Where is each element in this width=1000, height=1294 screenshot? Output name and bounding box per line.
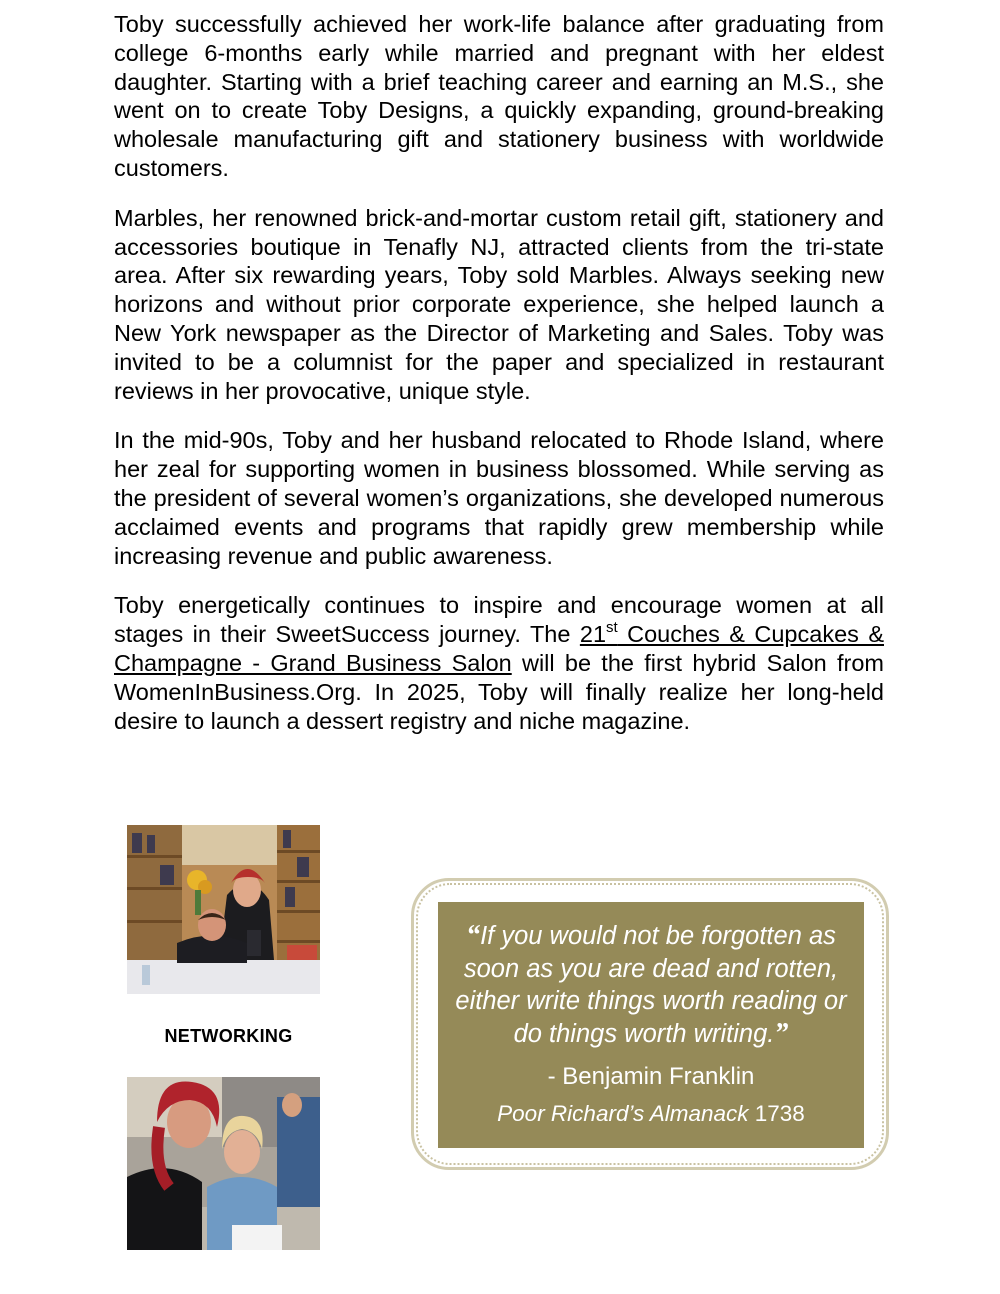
quote-source bbox=[438, 1101, 864, 1127]
networking-photo-kitchen bbox=[127, 1077, 320, 1250]
quote-box bbox=[438, 902, 864, 1148]
paragraph-3: In the mid-90s, Toby and her husband relocated to Rhode Island, where her zeal for supporting women in business blossomed. While serving as the president of several women’s organizations, she developed numerous acclaimed events and programs that rapidly grew membership while increasing revenue and public awareness. bbox=[114, 427, 884, 569]
quote-close-mark: ” bbox=[774, 1017, 789, 1049]
paragraph-4-rest: will be the first hybrid Salon from WomenInBusiness.Org. In 2025, Toby will finally realize her long-held desire to launch a dessert registry and niche magazine. bbox=[114, 649, 885, 734]
salon-link-title: Couches & Cupcakes & Champagne - Grand Business Salon bbox=[114, 621, 884, 676]
paragraph-2: Marbles, her renowned brick-and-mortar custom retail gift, stationery and accessories boutique in Tenafly NJ, attracted clients from the tri-state area. After six rewarding years, Toby sold Marbles. Always seeking new horizons and without prior corporate experience, she helped launch a New York newspaper as the Director of Marketing and Sales. Toby was invited to be a columnist for the paper and specialized in restaurant reviews in her provocative, unique style. bbox=[114, 204, 884, 404]
body-text bbox=[114, 10, 884, 756]
salon-link-number: 21 bbox=[579, 621, 607, 648]
quote-body: If you would not be forgotten as soon as you are dead and rotten, either write things worth reading or do things worth writing. bbox=[455, 922, 847, 1048]
networking-photo-bookstore bbox=[127, 825, 320, 994]
paragraph-1: Toby successfully achieved her work-life balance after graduating from college 6-months early while married and pregnant with her eldest daughter. Starting with a brief teaching career and earning an M.S., she went on to create Toby Designs, a quickly expanding, ground-breaking wholesale manufacturing gift and stationery business with worldwide customers. bbox=[114, 11, 884, 181]
paragraph-4-intro: Toby energetically continues to inspire and encourage women at all stages in their SweetSuccess journey. The bbox=[114, 592, 884, 648]
salon-link-ordinal: st bbox=[606, 619, 618, 637]
quote-author: - Benjamin Franklin bbox=[547, 1063, 755, 1090]
quote-source-year: 1738 bbox=[748, 1101, 805, 1126]
quote-source-title: Poor Richard’s Almanack bbox=[497, 1101, 749, 1126]
quote-open-mark: “ bbox=[466, 920, 481, 951]
paragraph-4 bbox=[114, 591, 884, 735]
networking-caption: NETWORKING bbox=[164, 1026, 293, 1046]
quote-text bbox=[438, 920, 864, 1050]
